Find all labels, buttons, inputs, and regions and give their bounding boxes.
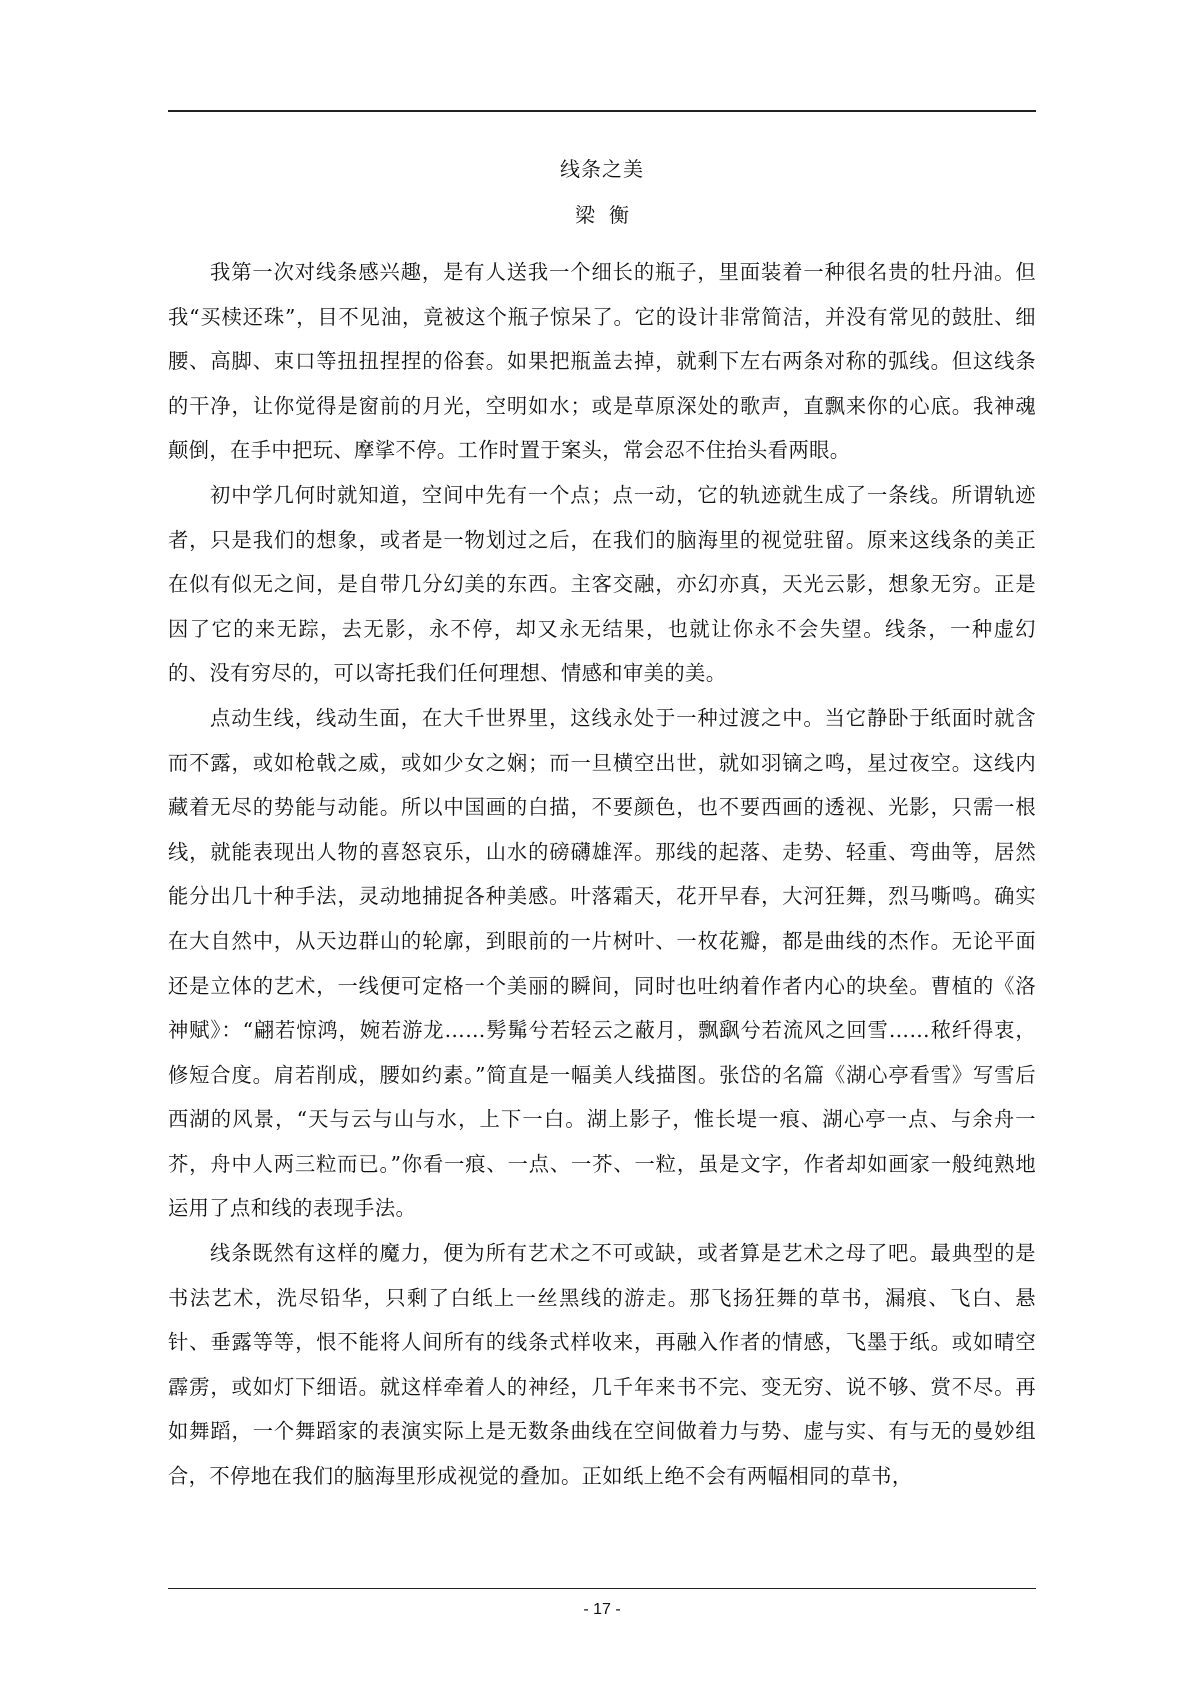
paragraph: 线条既然有这样的魔力，便为所有艺术之不可或缺，或者算是艺术之母了吧。最典型的是书法艺术，洗尽铅华，只剩了白纸上一丝黑线的游走。那飞扬狂舞的草书，漏痕、飞白、悬针、垂露等等，恨不能将人间所有的线条式样收来，再融入作者的情感，飞墨于纸。或如晴空霹雳，或如灯下细语。就这样牵着人的神经，几千年来书不完、变无穷、说不够、赏不尽。再如舞蹈，一个舞蹈家的表演实际上是无数条曲线在空间做着力与势、虚与实、有与无的曼妙组合，不停地在我们的脑海里形成视觉的叠加。正如纸上绝不会有两幅相同的草书， xyxy=(168,1241,1036,1489)
article-title: 线条之美 xyxy=(560,157,644,181)
paragraph: 初中学几何时就知道，空间中先有一个点；点一动，它的轨迹就生成了一条线。所谓轨迹者，只是我们的想象，或者是一物划过之后，在我们的脑海里的视觉驻留。原来这线条的美正在似有似无之间，是自带几分幻美的东西。主客交融，亦幻亦真，天光云影，想象无穷。正是因了它的来无踪，去无影，永不停，却又永无结果，也就让你永不会失望。线条，一种虚幻的、没有穷尽的，可以寄托我们任何理想、情感和审美的美。 xyxy=(168,482,1036,686)
page-number: - 17 - xyxy=(583,1601,621,1618)
footer-rule xyxy=(168,1588,1036,1589)
paragraph: 点动生线，线动生面，在大千世界里，这线永处于一种过渡之中。当它静卧于纸面时就含而不露，或如枪戟之威，或如少女之娴；而一旦横空出世，就如羽镝之鸣，星过夜空。这线内藏着无尽的势能与动能。所以中国画的白描，不要颜色，也不要西画的透视、光影，只需一根线，就能表现出人物的喜怒哀乐，山水的磅礴雄浑。那线的起落、走势、轻重、弯曲等，居然能分出几十种手法，灵动地捕捉各种美感。叶落霜天，花开早春，大河狂舞，烈马嘶鸣。确实在大自然中，从天边群山的轮廓，到眼前的一片树叶、一枚花瓣，都是曲线的杰作。无论平面还是立体的艺术，一线便可定格一个美丽的瞬间，同时也吐纳着作者内心的块垒。曹植的《洛神赋》：“翩若惊鸿，婉若游龙……髣髴兮若轻云之蔽月，飘飖兮若流风之回雪……秾纤得衷，修短合度。肩若削成，腰如约素。”简直是一幅美人线描图。张岱的名篇《湖心亭看雪》写雪后西湖的风景，“天与云与山与水，上下一白。湖上影子，惟长堤一痕、湖心亭一点、与余舟一芥，舟中人两三粒而已。”你看一痕、一点、一芥、一粒，虽是文字，作者却如画家一般纯熟地运用了点和线的表现手法。 xyxy=(168,705,1036,1221)
article-author: 梁衡 xyxy=(575,203,643,227)
article-body xyxy=(168,250,1036,1499)
paragraph: 我第一次对线条感兴趣，是有人送我一个细长的瓶子，里面装着一种很名贵的牡丹油。但我“买椟还珠”，目不见油，竟被这个瓶子惊呆了。它的设计非常简洁，并没有常见的鼓肚、细腰、高脚、束口等扭扭捏捏的俗套。如果把瓶盖去掉，就剩下左右两条对称的弧线。但这线条的干净，让你觉得是窗前的月光，空明如水；或是草原深处的歌声，直飘来你的心底。我神魂颠倒，在手中把玩、摩挲不停。工作时置于案头，常会忍不住抬头看两眼。 xyxy=(168,260,1036,463)
header-rule xyxy=(168,110,1036,112)
